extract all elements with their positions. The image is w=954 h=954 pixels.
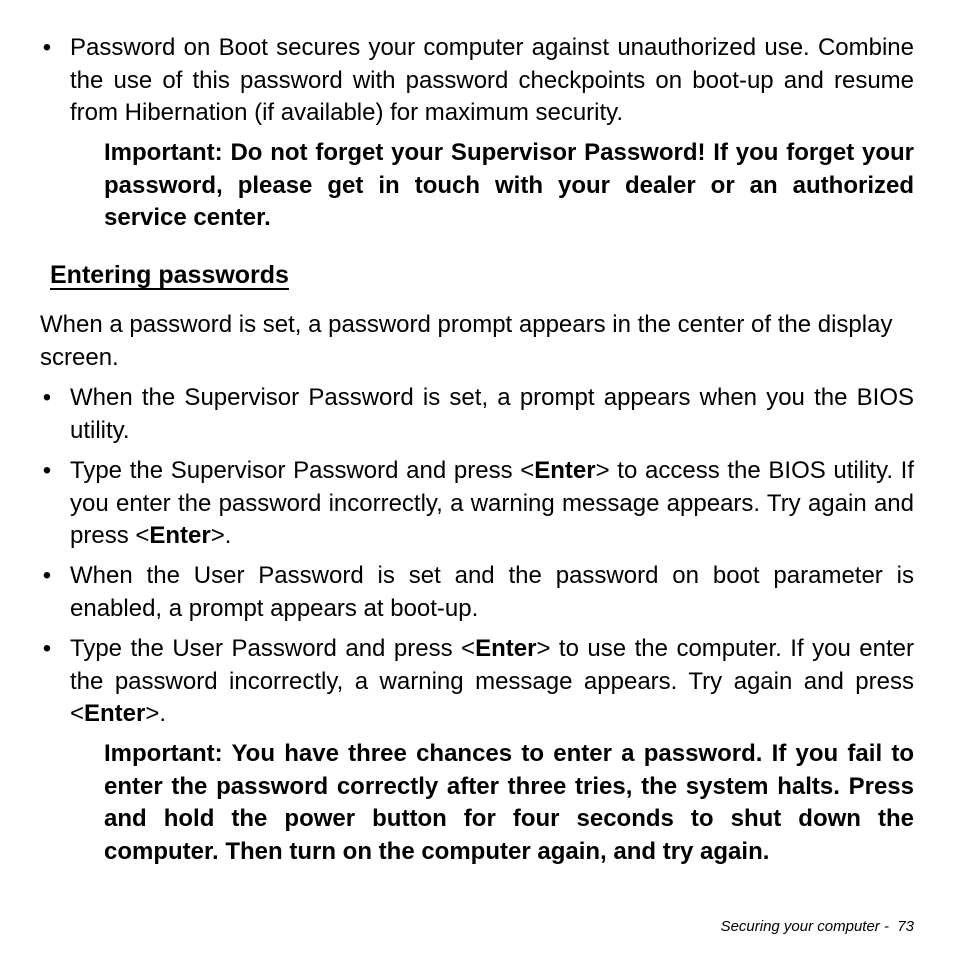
page-footer [721,917,914,937]
bullet-marker: • [42,457,52,484]
list-item-text: When the User Password is set and the password on boot parameter is enabled, a prompt appears at boot-up. [70,562,914,622]
list-item [40,382,914,447]
text-segment: > to access the BIOS utility. If you enter the password incorrectly, a warning message appears. Try again and press < [70,457,914,549]
bullet-marker: • [42,635,52,662]
list-item [40,633,914,731]
intro-paragraph: When a password is set, a password prompt appears in the center of the display screen. [40,311,893,371]
bullet-marker: • [42,34,52,61]
list-item [40,455,914,553]
bullet-marker: • [42,384,52,411]
page-number: 73 [897,918,914,935]
list-item [40,560,914,625]
footer-section-title: Securing your computer - [720,918,889,935]
list-item-text: When the Supervisor Password is set, a prompt appears when you the BIOS utility. [70,384,914,444]
bullet-marker: • [42,562,52,589]
enter-key-label: Enter [534,457,596,484]
text-segment: Type the User Password and press < [70,635,476,662]
list-item-text: Password on Boot secures your computer against unauthorized use. Combine the use of this password with password checkpoints on boot-up and resume from Hibernation (if available) for maximum security. [70,34,914,126]
important-note: Important: Do not forget your Supervisor Password! If you forget your password, please get in touch with your dealer or an authorized service center. [104,139,914,231]
enter-key-label: Enter [475,635,537,662]
text-segment: > to use the computer. If you enter the password incorrectly, a warning message appears. Try again and press < [70,635,915,727]
list-item-text [70,455,914,553]
text-segment: Type the Supervisor Password and press < [70,457,535,484]
important-note: Important: You have three chances to enter a password. If you fail to enter the password correctly after three tries, the system halts. Press and hold the power button for four seconds to shut down the computer. Then turn on the computer again, and try again. [104,740,914,865]
list-item-text [70,633,914,731]
enter-key-label: Enter [84,700,146,727]
text-segment: >. [210,522,232,549]
text-segment: >. [145,700,167,727]
section-heading: Entering passwords [50,261,289,289]
list-item [40,32,914,130]
enter-key-label: Enter [149,522,211,549]
